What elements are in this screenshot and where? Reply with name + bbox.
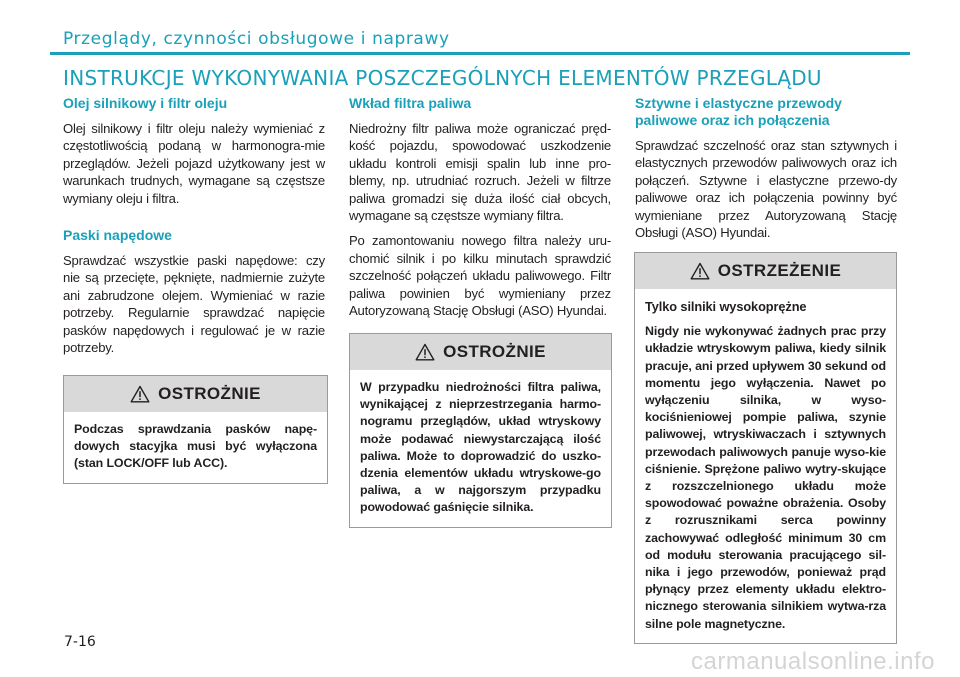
column-1: [63, 95, 325, 364]
caution-text: W przypadku niedrożności filtra paliwa, wynikającej z nieprzestrzegania harmo-nogramu przeglądów, układ wtryskowy może podawać niewystarczającą ilość paliwa. Może to doprowadzić do uszko-dzenia elementów układu wtryskowe-go paliwa, a w najgorszym przypadku powodować gaśnięcie silnika.: [360, 380, 601, 515]
column-3: [635, 95, 897, 249]
page-number: 7-16: [64, 634, 96, 650]
header-divider: [50, 52, 910, 55]
fuel-filter-text-1: Niedrożny filtr paliwa może ograniczać pręd-kość pojazdu, spowodować uszkodzenie układu kontroli emisji spalin lub inne pro-blemy, np. utrudniać rozruch. Jeżeli w filtrze paliwa gromadzi się duża ilość ciał obcych, wymagane są częstsze wymiany filtra.: [349, 121, 611, 224]
warning-triangle-icon: [690, 262, 710, 280]
caution-box-fuel-filter: [349, 333, 612, 528]
oil-filter-text: Olej silnikowy i filtr oleju należy wymieniać z częstotliwością podaną w harmonogra-mie przeglądów. Jeżeli pojazd użytkowany jest w warunkach trudnych, wymagane są częstsze wymiany oleju i filtra.: [63, 121, 325, 206]
fuel-filter-heading: Wkład filtra paliwa: [349, 95, 472, 111]
watermark: carmanualsonline.info: [691, 648, 935, 675]
warning-triangle-icon: [415, 343, 435, 361]
warning-text: Nigdy nie wykonywać żadnych prac przy układzie wtryskowym paliwa, kiedy silnik pracuje, ani przed upływem 30 sekund od momentu jego wyłączenia. Nawet po wyłączeniu silnika, w wyso-kociśnieniowej pompie paliwa, szynie paliwowej, wtryskiwaczach i sztywnych przewodach paliwowych panuje wyso-kie ciśnienie. Sprężone paliwo wytry-skujące z rozszczelnionego układu może spowodować poważne obrażenia. Osoby z rozrusznikami serca powinny zachowywać odległość minimum 30 cm od modułu sterowania pracującego sil-nika i jego przewodów, ponieważ prąd płynący przez elementy układu elektro-nicznego sterowania silnikiem wytwa-rza silne pole magnetyczne.: [645, 324, 886, 631]
section-title: INSTRUKCJE WYKONYWANIA POSZCZEGÓLNYCH ELEMENTÓW PRZEGLĄDU: [63, 66, 822, 90]
oil-filter-heading: Olej silnikowy i filtr oleju: [63, 95, 228, 111]
warning-header: [635, 253, 896, 289]
drive-belts-heading: Paski napędowe: [63, 227, 172, 244]
caution-header: [350, 334, 611, 370]
warning-label: OSTRZEŻENIE: [717, 261, 842, 280]
warning-box-diesel: [634, 252, 897, 644]
caution-text: Podczas sprawdzania pasków napę-dowych stacyjka musi być wyłączona (stan LOCK/OFF lub ACC).: [74, 422, 317, 471]
caution-label: OSTROŻNIE: [443, 342, 546, 361]
fuel-filter-text-2: Po zamontowaniu nowego filtra należy uru-chomić silnik i po kilku minutach sprawdzić szczelność połączeń układu paliwowego. Filtr paliwa powinien być wymieniany przez Autoryzowaną Stację Obsługi (ASO) Hyundai.: [349, 233, 611, 319]
caution-label: OSTROŻNIE: [158, 384, 261, 403]
caution-body: [350, 370, 611, 527]
column-2: [349, 95, 611, 327]
caution-box-belts: [63, 375, 328, 484]
fuel-lines-heading: Sztywne i elastyczne przewody paliwowe oraz ich połączenia: [635, 95, 842, 128]
drive-belts-text: Sprawdzać wszystkie paski napędowe: czy nie są przecięte, pęknięte, nadmiernie zużyte ani zabrudzone olejem. Wymieniać w razie potrzeby. Regularnie sprawdzać napięcie pasków napędowych i regulować je w razie potrzeby.: [63, 253, 325, 356]
caution-header: [64, 376, 327, 412]
warning-body: [635, 289, 896, 643]
fuel-lines-text: Sprawdzać szczelność oraz stan sztywnych i elastycznych przewodów paliwowych oraz ich połączeń. Sztywne i elastyczne przewo-dy paliwowe oraz ich połączenia powinny być wymieniane przez Autoryzowaną Stację Obsługi (ASO) Hyundai.: [635, 138, 897, 241]
caution-body: [64, 412, 327, 483]
warning-triangle-icon: [130, 385, 150, 403]
warning-subheading: Tylko silniki wysokoprężne: [645, 299, 807, 314]
chapter-title: Przeglądy, czynności obsługowe i naprawy: [63, 29, 450, 49]
